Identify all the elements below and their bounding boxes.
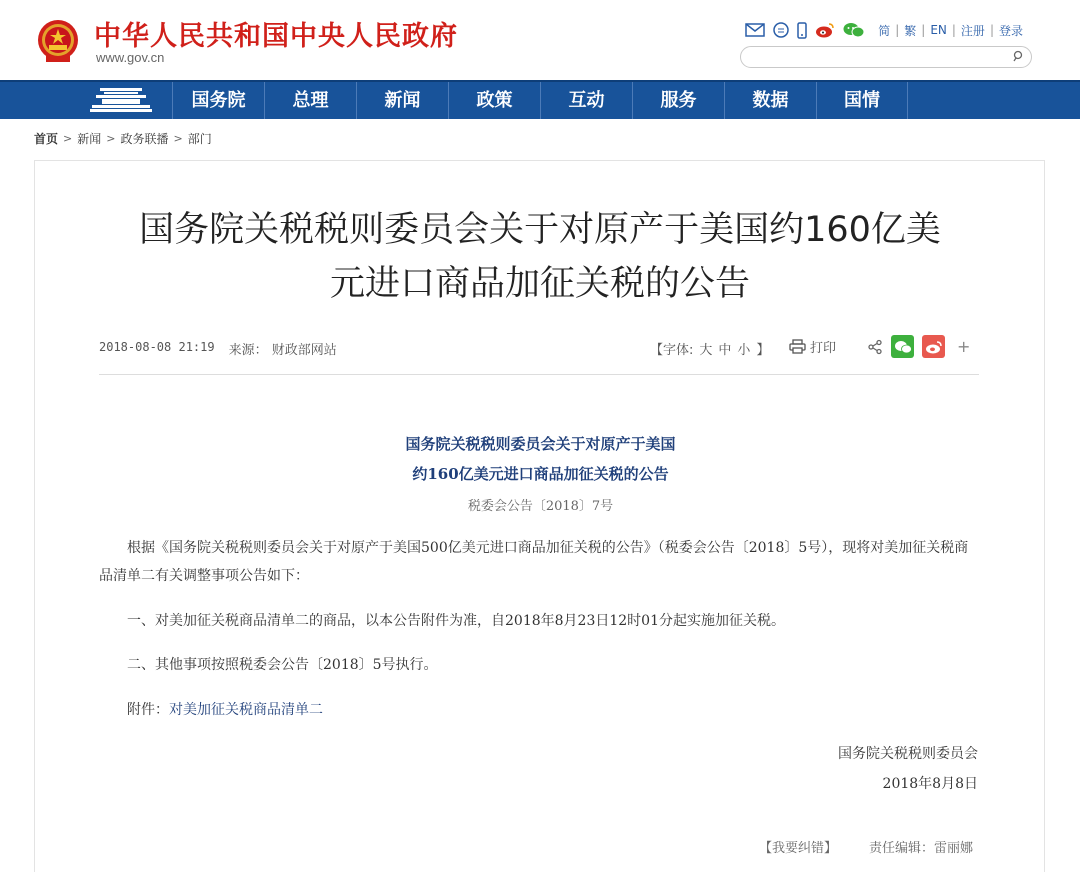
breadcrumb-arrow-icon: >	[63, 132, 73, 145]
breadcrumb	[34, 130, 212, 147]
sign-date: 2018年8月8日	[882, 776, 978, 792]
nav-item-data[interactable]: 数据	[724, 82, 816, 119]
login-link[interactable]: 登录	[998, 23, 1023, 38]
nav-item-national-info[interactable]: 国情	[816, 82, 908, 119]
attachment-label: 附件：	[127, 702, 169, 718]
nav-item-state-council[interactable]: 国务院	[172, 82, 264, 119]
main-nav	[0, 80, 1080, 119]
breadcrumb-arrow-icon: >	[106, 132, 116, 145]
doc-title-line2: 约160亿美元进口商品加征关税的公告	[412, 465, 669, 483]
article-panel	[34, 160, 1045, 872]
search-input[interactable]	[740, 46, 1032, 68]
font-size-medium-button[interactable]: 中	[718, 343, 732, 358]
article-title-line1: 国务院关税税则委员会关于对原产于美国约160亿美	[139, 210, 941, 250]
meta-divider	[99, 374, 979, 375]
font-size-label-open: 【字体:	[650, 343, 694, 358]
body-paragraph-3: 二、其他事项按照税委会公告〔2018〕5号执行。	[127, 657, 438, 673]
nav-item-news[interactable]: 新闻	[356, 82, 448, 119]
body-paragraph-2: 一、对美加征关税商品清单二的商品，以本公告附件为准，自2018年8月23日12时01分起实施加征关税。	[127, 613, 785, 629]
doc-number: 税委会公告〔2018〕7号	[467, 499, 614, 514]
lang-separator: |	[895, 23, 900, 37]
nav-item-services[interactable]: 服务	[632, 82, 724, 119]
nav-item-premier[interactable]: 总理	[264, 82, 356, 119]
breadcrumb-news[interactable]: 新闻	[77, 132, 102, 146]
nav-items	[172, 82, 908, 119]
mobile-icon[interactable]	[797, 22, 807, 39]
article-title	[105, 203, 975, 311]
signer: 国务院关税税则委员会	[838, 746, 978, 762]
wechat-icon	[894, 340, 912, 354]
breadcrumb-arrow-icon: >	[173, 132, 183, 145]
font-size-control	[647, 339, 772, 358]
lang-separator: |	[951, 23, 956, 37]
article-source: 来源： 财政部网站	[228, 343, 337, 358]
header-tools	[745, 20, 1028, 40]
site-header	[0, 0, 1080, 80]
breadcrumb-departments[interactable]: 部门	[187, 132, 212, 146]
national-emblem-icon[interactable]	[36, 18, 80, 64]
print-label: 打印	[810, 341, 837, 356]
print-button[interactable]	[789, 337, 836, 356]
share-wechat-button[interactable]	[891, 335, 914, 358]
search-icon[interactable]	[1011, 49, 1025, 63]
publish-datetime: 2018-08-08 21:19	[99, 340, 215, 354]
breadcrumb-gov-broadcast[interactable]: 政务联播	[120, 132, 169, 146]
lang-separator: |	[921, 23, 926, 37]
weibo-icon	[925, 340, 943, 354]
report-error-button[interactable]: 【我要纠错】	[759, 841, 838, 856]
article-title-line2: 元进口商品加征关税的公告	[329, 264, 750, 304]
font-size-large-button[interactable]: 大	[699, 343, 713, 358]
font-size-small-button[interactable]: 小	[737, 343, 751, 358]
site-url[interactable]: www.gov.cn	[96, 50, 165, 65]
chat-bubble-icon[interactable]	[773, 22, 789, 38]
breadcrumb-home[interactable]: 首页	[34, 132, 59, 146]
site-title[interactable]: 中华人民共和国中央人民政府	[94, 21, 458, 52]
register-link[interactable]: 注册	[960, 23, 985, 38]
lang-separator: |	[989, 23, 994, 37]
wechat-icon[interactable]	[843, 22, 865, 38]
weibo-icon[interactable]	[815, 22, 835, 38]
mail-icon[interactable]	[745, 23, 765, 37]
attachment-line	[99, 696, 979, 724]
tiananmen-logo-icon[interactable]	[90, 86, 152, 114]
share-more-icon[interactable]: +	[957, 337, 971, 356]
attachment-link[interactable]: 对美加征关税商品清单二	[169, 702, 323, 718]
nav-item-policies[interactable]: 政策	[448, 82, 540, 119]
share-weibo-button[interactable]	[922, 335, 945, 358]
nav-item-interaction[interactable]: 互动	[540, 82, 632, 119]
responsible-editor: 责任编辑：雷丽娜	[869, 841, 974, 856]
article-meta	[99, 339, 337, 358]
lang-traditional-link[interactable]: 繁	[904, 23, 917, 38]
share-bar	[867, 335, 970, 358]
body-paragraph-1: 根据《国务院关税税则委员会关于对原产于美国500亿美元进口商品加征关税的公告》（税委会公告〔2018〕5号），现将对美加征关税商品清单二有关调整事项公告如下：	[99, 540, 969, 584]
share-icon[interactable]	[867, 339, 883, 355]
font-size-label-close: 】	[756, 343, 770, 358]
lang-simplified-link[interactable]: 简	[878, 23, 891, 38]
lang-english-link[interactable]: EN	[930, 23, 947, 37]
doc-title-line1: 国务院关税税则委员会关于对原产于美国	[405, 435, 676, 453]
printer-icon	[789, 339, 806, 354]
